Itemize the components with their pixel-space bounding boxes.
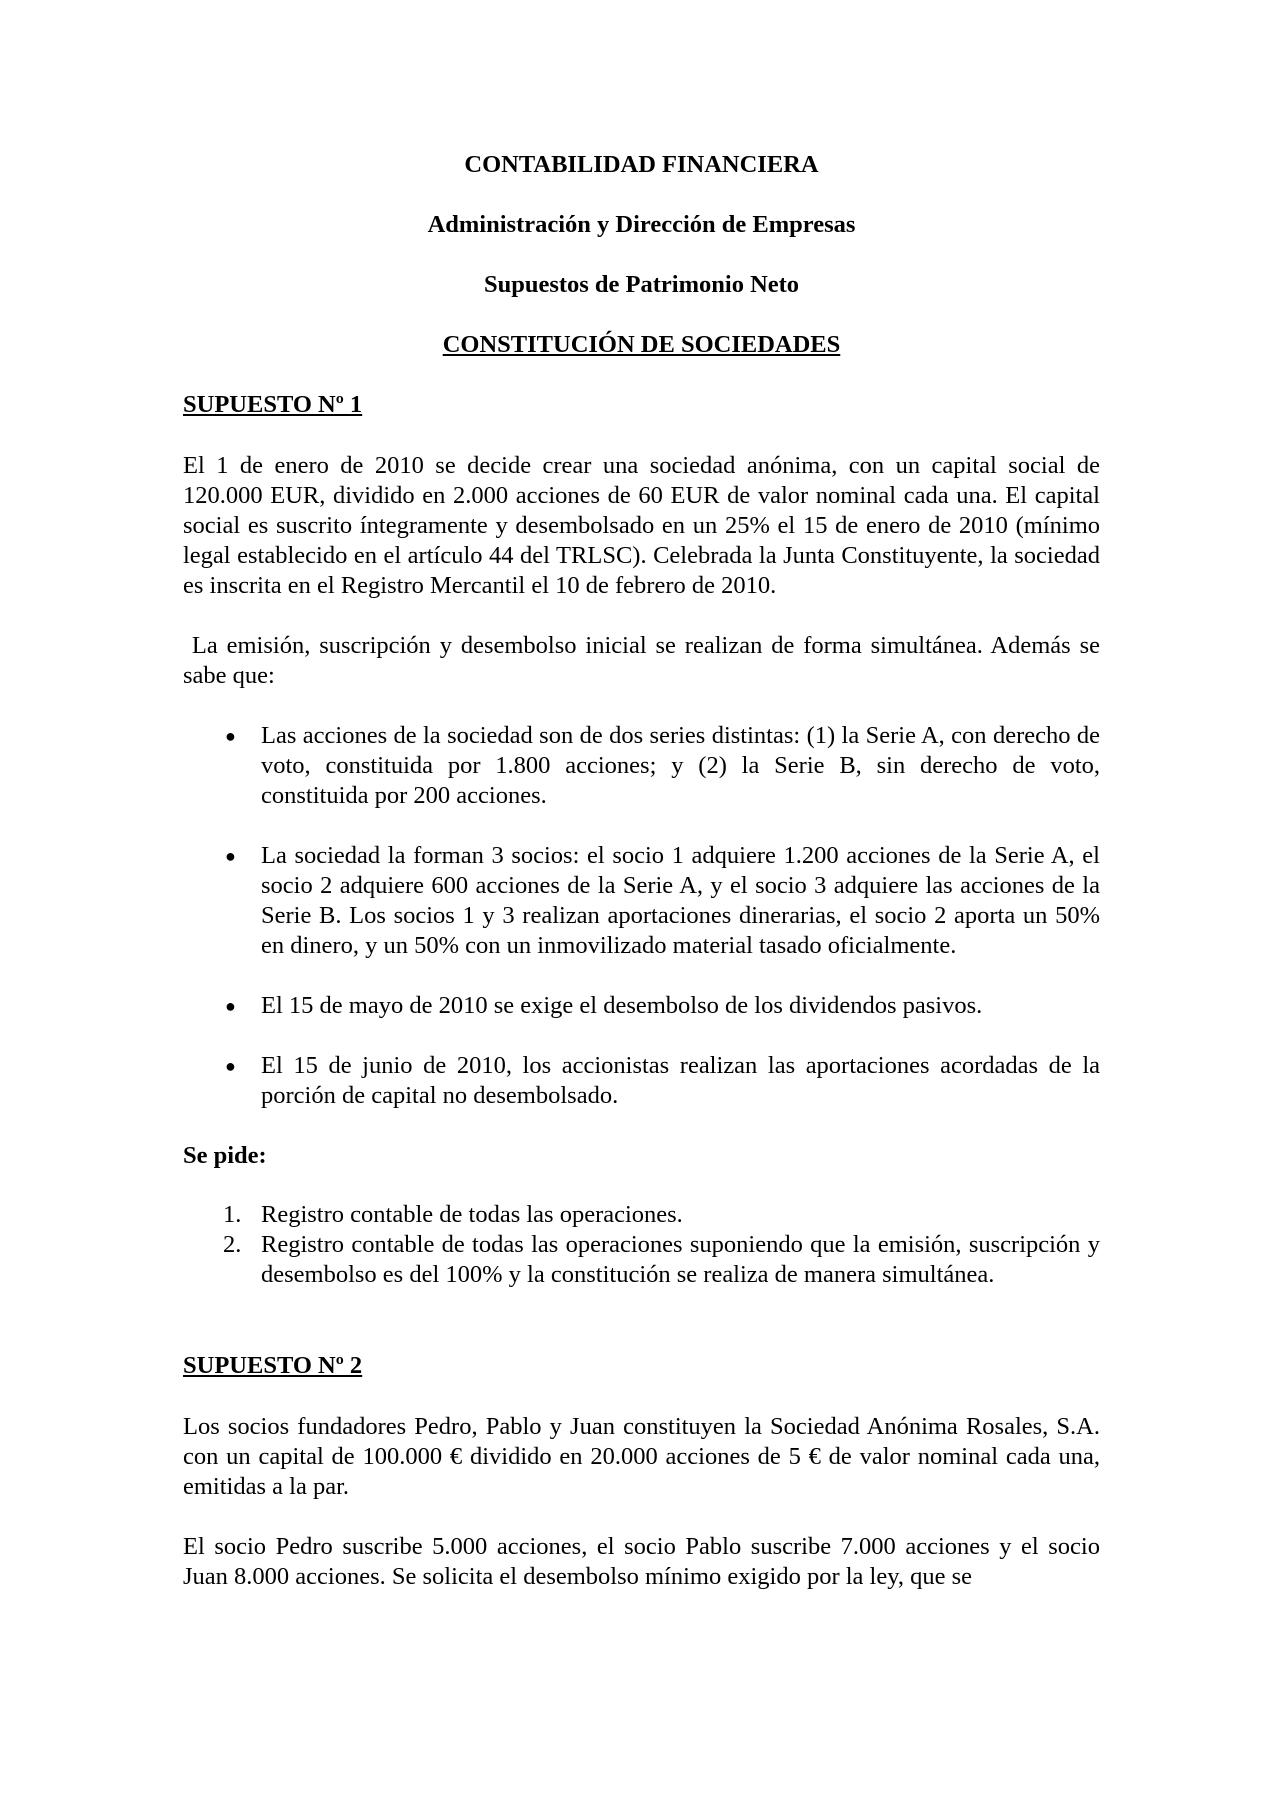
task-text: Registro contable de todas las operaciones suponiendo que la emisión, suscripción y desembolso es del 100% y la constitución se realiza de manera simultánea.: [261, 1231, 1100, 1288]
supuesto-1-intro: El 1 de enero de 2010 se decide crear una sociedad anónima, con un capital social de 120.000 EUR, dividido en 2.000 acciones de 60 EUR de valor nominal cada una. El capital social es suscrito íntegramente y desembolsado en un 25% el 15 de enero de 2010 (mínimo legal establecido en el artículo 44 del TRLSC). Celebrada la Junta Constituyente, la sociedad es inscrita en el Registro Mercantil el 10 de febrero de 2010.: [183, 452, 1100, 599]
list-item-text: La sociedad la forman 3 socios: el socio 1 adquiere 1.200 acciones de la Serie A, el socio 2 adquiere 600 acciones de la Serie A, y el socio 3 adquiere las acciones de la Serie B. Los socios 1 y 3 realizan aportaciones dinerarias, el socio 2 aporta un 50% en dinero, y un 50% con un inmovilizado material tasado oficialmente.: [261, 842, 1100, 959]
task-text: Registro contable de todas las operaciones.: [261, 1201, 683, 1228]
list-item-text: Las acciones de la sociedad son de dos series distintas: (1) la Serie A, con derecho de voto, constituida por 1.800 acciones; y (2) la Serie B, sin derecho de voto, constituida por 200 acciones.: [261, 722, 1100, 809]
list-item: [183, 991, 1100, 1021]
degree-title: Administración y Dirección de Empresas: [427, 211, 856, 238]
list-item-text: El 15 de mayo de 2010 se exige el desembolso de los dividendos pasivos.: [261, 992, 983, 1019]
supuesto-1-simultaneous: La emisión, suscripción y desembolso inicial se realizan de forma simultánea. Además se sabe que:: [183, 632, 1107, 689]
task-number: 2.: [223, 1231, 242, 1258]
task-item: [183, 1230, 1100, 1290]
supuesto-2-paragraph-2: El socio Pedro suscribe 5.000 acciones, el socio Pablo suscribe 7.000 acciones y el socio Juan 8.000 acciones. Se solicita el desembolso mínimo exigido por la ley, que se: [183, 1533, 1100, 1590]
section-spacer: [183, 1290, 1100, 1351]
supuesto-2-title: SUPUESTO Nº 2: [183, 1352, 363, 1379]
bullet-icon: ●: [225, 726, 236, 746]
topic-title: Supuestos de Patrimonio Neto: [483, 271, 800, 298]
list-item: [183, 841, 1100, 961]
supuesto-2-paragraph-1: Los socios fundadores Pedro, Pablo y Juan constituyen la Sociedad Anónima Rosales, S.A. con un capital de 100.000 € dividido en 20.000 acciones de 5 € de valor nominal cada una, emitidas a la par.: [183, 1413, 1100, 1500]
bullet-icon: ●: [225, 846, 236, 866]
supuesto-1-bullet-list: [183, 721, 1100, 1111]
bullet-icon: ●: [225, 1056, 236, 1076]
list-item: [183, 1051, 1100, 1111]
course-title: CONTABILIDAD FINANCIERA: [464, 151, 819, 178]
supuesto-1-task-list: [183, 1200, 1100, 1290]
list-item: [183, 721, 1100, 811]
document-page: [183, 150, 1107, 1622]
supuesto-1-title: SUPUESTO Nº 1: [183, 391, 363, 418]
bullet-icon: ●: [225, 996, 236, 1016]
se-pide-label: Se pide:: [183, 1142, 267, 1169]
unit-title: CONSTITUCIÓN DE SOCIEDADES: [442, 331, 841, 358]
task-item: [183, 1200, 1100, 1230]
task-number: 1.: [223, 1201, 242, 1228]
list-item-text: El 15 de junio de 2010, los accionistas realizan las aportaciones acordadas de la porción de capital no desembolsado.: [261, 1052, 1100, 1109]
